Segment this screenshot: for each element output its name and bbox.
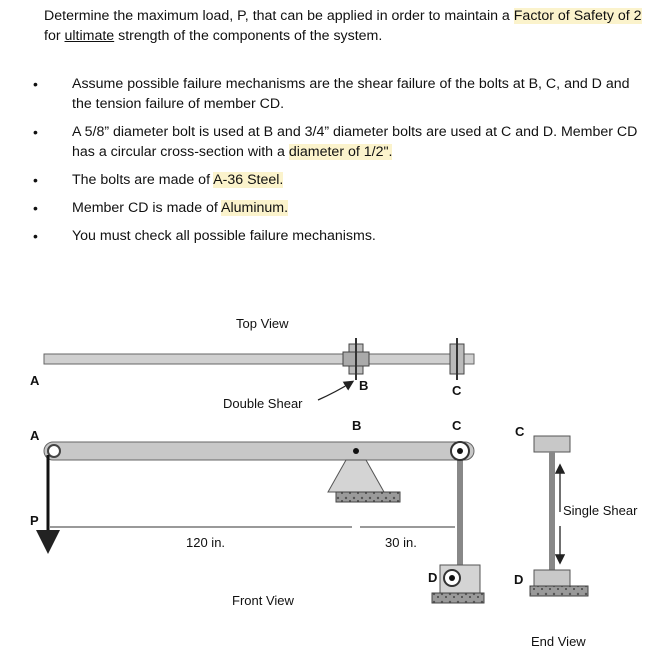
point-c-end: C xyxy=(515,424,525,439)
load-p-label: P xyxy=(30,513,39,528)
front-view xyxy=(44,382,484,603)
bullet-icon: • xyxy=(33,200,38,216)
list-item: • Member CD is made of Aluminum. xyxy=(33,200,289,216)
bullet-icon: • xyxy=(33,124,38,140)
top-view-title: Top View xyxy=(236,316,289,331)
point-d-end: D xyxy=(514,572,524,587)
list-item: • Assume possible failure mechanisms are the shear failure of the bolts at B, C, and D and the tension failure of member CD. xyxy=(33,76,630,112)
problem-text: Determine the maximum load, P, that can be applied in order to maintain a Factor of Safety of 2 for ultimate strength of the components of the system. xyxy=(44,8,642,44)
point-c-top: C xyxy=(452,383,462,398)
pin-a xyxy=(48,445,60,457)
bullet-icon: • xyxy=(33,172,38,188)
top-view-beam xyxy=(44,354,474,364)
single-shear-label: Single Shear xyxy=(563,503,638,518)
bullet-icon: • xyxy=(33,76,38,92)
list-item: • The bolts are made of A-36 Steel. xyxy=(33,172,284,188)
point-a-top: A xyxy=(30,373,40,388)
point-c-front: C xyxy=(452,418,462,433)
list-item: • A 5/8” diameter bolt is used at B and 3/4” diameter bolts are used at C and D. Member CD has a circular cross-section with a diameter of 1/2". xyxy=(33,124,638,160)
top-view xyxy=(44,338,474,380)
point-d-front: D xyxy=(428,570,438,585)
bullet-icon: • xyxy=(33,228,38,244)
end-view-title: End View xyxy=(531,634,586,649)
front-view-title: Front View xyxy=(232,593,294,608)
point-a-front: A xyxy=(30,428,40,443)
point-b-front: B xyxy=(352,418,362,433)
double-shear-arrow xyxy=(318,382,352,400)
dimension-30-label: 30 in. xyxy=(385,535,417,550)
double-shear-label: Double Shear xyxy=(223,396,303,411)
bolt-c-top-view xyxy=(450,338,464,380)
front-view-beam xyxy=(44,442,474,460)
bolt-b-top-view xyxy=(343,338,369,380)
point-b-top: B xyxy=(359,378,369,393)
member-cd xyxy=(432,442,484,603)
list-item: • You must check all possible failure mechanisms. xyxy=(33,228,376,244)
dimension-120-label: 120 in. xyxy=(186,535,226,550)
